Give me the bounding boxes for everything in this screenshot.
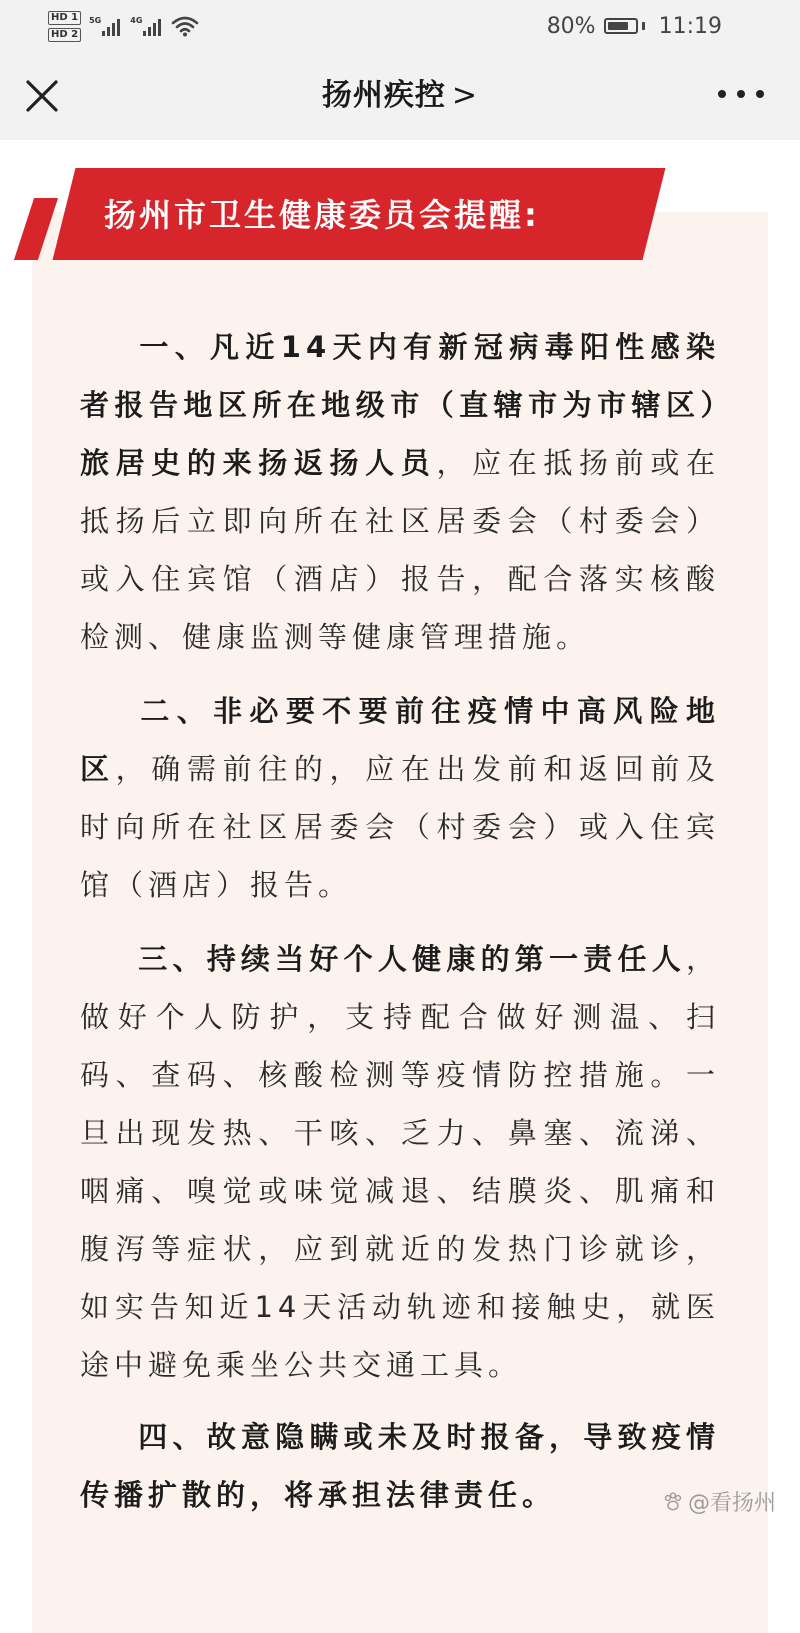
more-button[interactable] <box>718 82 764 106</box>
paragraph-3-text: ，做好个人防护，支持配合做好测温、扫码、查码、核酸检测等疫情防控措施。一旦出现发热、干咳、乏力、鼻塞、流涕、咽痛、嗅觉或味觉减退、结膜炎、肌痛和腹泻等症状，应到就近的发热门诊就诊，如实告知近14天活动轨迹和接触史，就医途中避免乘坐公共交通工具。 <box>80 942 720 1382</box>
banner-text: 扬州市卫生健康委员会提醒: <box>104 196 540 234</box>
battery-tip <box>642 22 645 30</box>
paragraph-4 <box>80 1408 720 1524</box>
battery-fill <box>608 22 628 30</box>
watermark-text: @看扬州 <box>687 1491 776 1516</box>
status-bar <box>0 0 800 52</box>
more-icon <box>756 90 764 98</box>
battery-icon <box>604 18 638 34</box>
nav-bar <box>0 52 800 140</box>
status-right <box>547 10 722 42</box>
paragraph-3 <box>80 930 720 1394</box>
article-content <box>0 140 800 1633</box>
sig1-tag: 5G <box>89 16 102 25</box>
status-left <box>48 6 199 46</box>
battery-percent: 80% <box>546 13 596 39</box>
paragraph-2-bold: 二、非必要不要前往疫情中高风险地区 <box>80 694 720 786</box>
wifi-icon <box>171 15 199 37</box>
watermark <box>662 1486 776 1517</box>
paragraph-3-bold: 三、持续当好个人健康的第一责任人 <box>138 942 686 976</box>
hd1-badge: HD 1 <box>48 11 81 25</box>
paragraph-2-text: ，确需前往的，应在出发前和返回前及时向所在社区居委会（村委会）或入住宾馆（酒店）报告。 <box>80 752 720 902</box>
chevron-right-icon: > <box>451 78 479 113</box>
signal-icon <box>130 16 163 36</box>
more-icon <box>737 90 745 98</box>
paragraph-1-text: ，应在抵扬前或在抵扬后立即向所在社区居委会（村委会）或入住宾馆（酒店）报告，配合落实核酸检测、健康监测等健康管理措施。 <box>80 446 720 654</box>
more-icon <box>718 90 726 98</box>
paw-icon <box>662 1491 684 1513</box>
sig2-tag: 4G <box>130 16 143 25</box>
hd-indicators <box>48 11 81 42</box>
account-title-link[interactable] <box>0 70 800 114</box>
page-title: 扬州疾控 <box>321 78 446 113</box>
paragraph-4-bold: 四、故意隐瞒或未及时报备，导致疫情传播扩散的，将承担法律责任。 <box>80 1420 720 1512</box>
hd2-badge: HD 2 <box>48 28 81 42</box>
paragraph-1-bold: 一、凡近14天内有新冠病毒阳性感染者报告地区所在地级市（直辖市为市辖区）旅居史的来扬返扬人员 <box>80 330 720 480</box>
paragraph-2 <box>80 682 720 914</box>
signal-icon <box>89 16 122 36</box>
clock: 11:19 <box>658 13 722 39</box>
paragraph-1 <box>80 318 720 666</box>
